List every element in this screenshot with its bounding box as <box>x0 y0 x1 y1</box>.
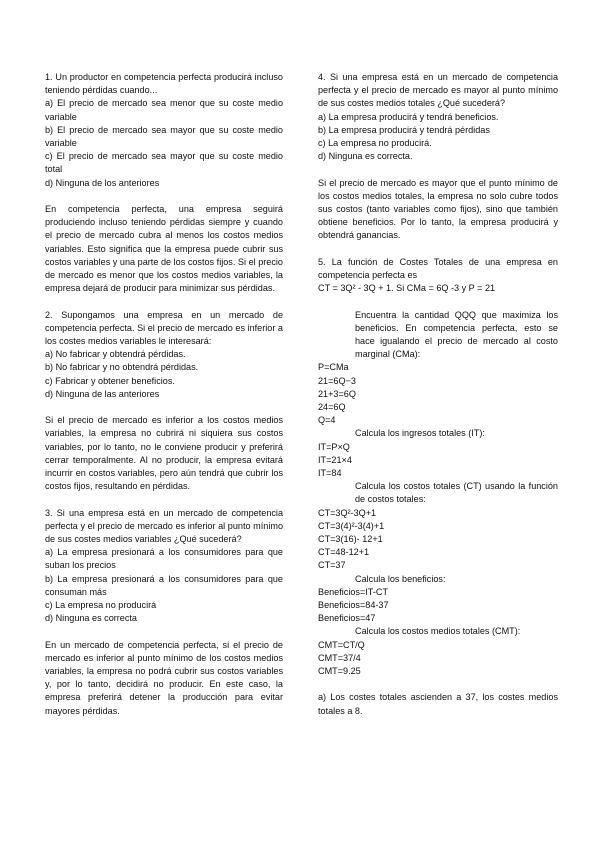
question-4-option-b: b) La empresa producirá y tendrá pérdidas <box>318 124 490 135</box>
step-line: CMT=37/4 <box>318 652 361 663</box>
step-line: IT=84 <box>318 468 342 479</box>
step-line: CT=37 <box>318 560 346 571</box>
step-line: P=CMa <box>318 362 349 373</box>
steps-beneficios <box>318 586 558 626</box>
question-1-option-d: d) Ninguna de los anteriores <box>45 177 160 188</box>
question-3-option-d: d) Ninguna es correcta <box>45 613 137 624</box>
question-1-answer: En competencia perfecta, una empresa seguirá produciendo incluso teniendo pérdidas siempre y cuando el precio de mercado cubra al menos los costos medios variables. Esto significa que la empresa puede cubrir sus costos variables y una parte de los costos fijos. Si el precio de mercado es menor que los costos medios variables, la empresa dejará de producir para minimizar sus pérdidas. <box>45 204 283 294</box>
step-line: CT=3(16)- 12+1 <box>318 534 383 545</box>
step-line: CMT=9.25 <box>318 666 361 677</box>
heading-ingresos-totales: Calcula los ingresos totales (IT): <box>355 428 485 439</box>
step-line: CMT=CT/Q <box>318 639 365 650</box>
step-line: 21+3=6Q <box>318 388 356 399</box>
question-4-answer: Si el precio de mercado es mayor que el punto mínimo de los costos medios totales, la empresa no solo cubre todos sus costos (tanto variables como fijos), sino que también obtiene beneficios. Por lo tanto, la empresa producirá y obtendrá ganancias. <box>318 177 558 241</box>
step-line: CT=3Q²-3Q+1 <box>318 507 377 518</box>
question-4-stem: 4. Si una empresa está en un mercado de competencia perfecta y el precio de mercado es mayor al punto mínimo de sus costes medios totales ¿Qué sucederá? <box>318 72 558 109</box>
question-2-answer: Si el precio de mercado es inferior a los costos medios variables, la empresa no cubrirá ni siquiera sus costos variables, por lo tanto, no le conviene producir y preferirá cerrar temporalmente. Al no producir, la empresa evitará incurrir en costos variables, pero aún tendrá que cubrir los costos fijos, resultando en pérdidas. <box>45 415 283 492</box>
question-5-stem: 5. La función de Costes Totales de una empresa en competencia perfecta es <box>318 256 558 281</box>
step-line: 24=6Q <box>318 402 346 413</box>
right-column <box>318 71 558 718</box>
steps-it <box>318 441 558 481</box>
question-3-option-a: a) La empresa presionará a los consumidores para que suban los precios <box>45 547 283 571</box>
heading-costos-medios: Calcula los costos medios totales (CMT): <box>355 626 521 637</box>
steps-ct <box>318 507 558 573</box>
question-2-stem: 2. Supongamos una empresa en un mercado de competencia perfecta. Si el precio de mercado es inferior a los costes medios variables le interesará: <box>45 309 283 347</box>
question-3-stem: 3. Si una empresa está en un mercado de competencia perfecta y el precio de mercado es inferior al punto mínimo de sus costes medios variables ¿Qué sucederá? <box>45 507 283 545</box>
question-2-option-b: b) No fabricar y no obtendrá pérdidas. <box>45 362 199 373</box>
question-3-option-c: c) La empresa no producirá <box>45 600 157 611</box>
question-1-option-a: a) El precio de mercado sea menor que su coste medio variable <box>45 98 283 122</box>
step-line: Q=4 <box>318 415 336 426</box>
question-4-option-d: d) Ninguna es correcta. <box>318 151 413 162</box>
question-1-stem: 1. Un productor en competencia perfecta producirá incluso teniendo pérdidas cuando... <box>45 72 283 96</box>
step-line: CT=48-12+1 <box>318 547 370 558</box>
step-line: Beneficios=84-37 <box>318 600 389 611</box>
question-3-option-b: b) La empresa presionará a los consumidores para que consuman más <box>45 573 283 597</box>
left-column <box>45 71 283 718</box>
question-5-answer: a) Los costes totales ascienden a 37, los costes medios totales a 8. <box>318 692 558 716</box>
step-line: CT=3(4)²-3(4)+1 <box>318 520 385 531</box>
steps-cmt <box>318 639 558 679</box>
heading-costos-totales: Calcula los costos totales (CT) usando la función de costos totales: <box>355 481 558 505</box>
step-line: Beneficios=IT-CT <box>318 586 388 597</box>
question-5-intro: Encuentra la cantidad QQQ que maximiza los beneficios. En competencia perfecta, esto se hace igualando el precio de mercado al costo marginal (CMa): <box>355 309 558 360</box>
question-4-option-a: a) La empresa producirá y tendrá beneficios. <box>318 111 499 122</box>
steps-cma <box>318 361 558 427</box>
question-2-option-a: a) No fabricar y obtendrá pérdidas. <box>45 349 186 360</box>
heading-beneficios: Calcula los beneficios: <box>355 573 446 584</box>
question-2-option-d: d) Ninguna de las anteriores <box>45 388 160 399</box>
question-2-option-c: c) Fabricar y obtener beneficios. <box>45 375 175 386</box>
step-line: 21=6Q−3 <box>318 375 356 386</box>
question-5-equation: CT = 3Q² - 3Q + 1. Si CMa = 6Q -3 y P = 21 <box>318 283 496 294</box>
question-3-answer: En un mercado de competencia perfecta, si el precio de mercado es inferior al punto mínimo de los costos medios variables, la empresa no podrá cubrir sus costos variables y, por lo tanto, decidirá no producir. En este caso, la empresa preferirá detener la producción para evitar mayores pérdidas. <box>45 639 283 716</box>
step-line: IT=21×4 <box>318 454 352 465</box>
step-line: Beneficios=47 <box>318 613 376 624</box>
question-1-option-b: b) El precio de mercado sea mayor que su coste medio variable <box>45 124 283 149</box>
question-1-option-c: c) El precio de mercado sea mayor que su coste medio total <box>45 151 283 175</box>
step-line: IT=P×Q <box>318 441 350 452</box>
question-4-option-c: c) La empresa no producirá. <box>318 138 432 149</box>
